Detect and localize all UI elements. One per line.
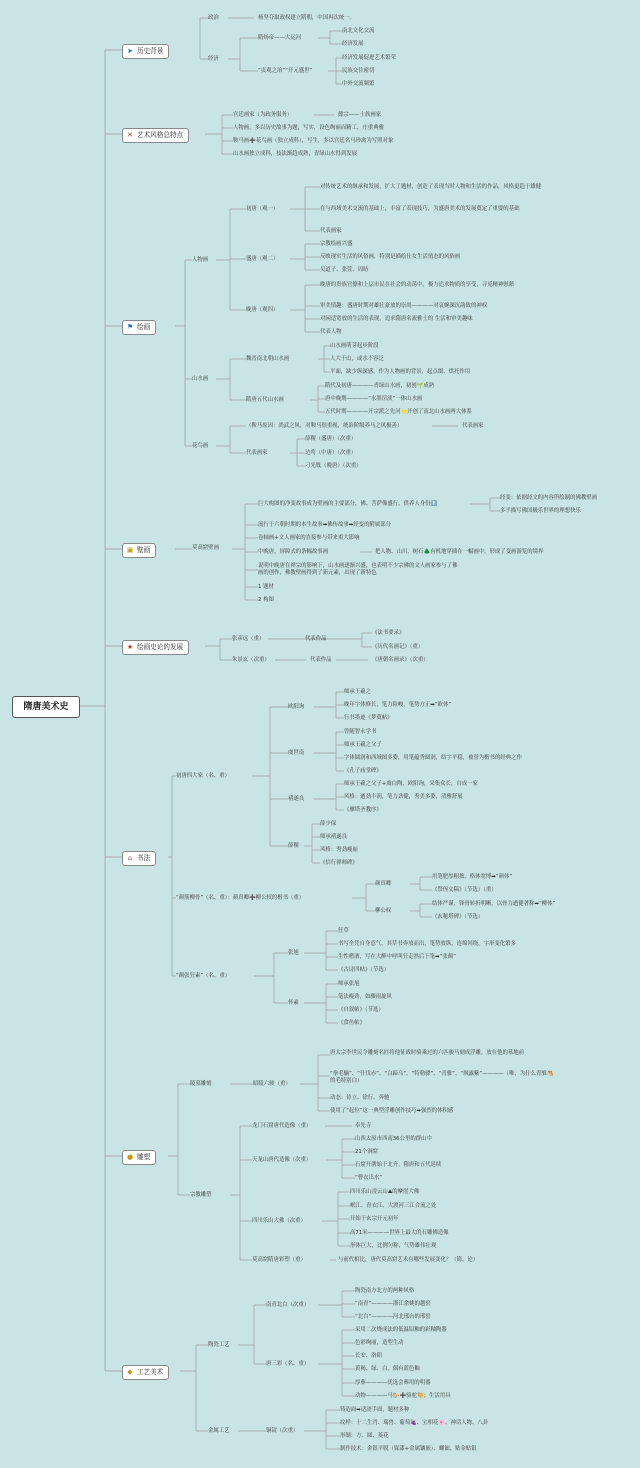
mindmap-node: 晚年字体修长，笔力险峻，笔势方正➡“欧体” [344, 702, 452, 708]
category-painting: ⚑ 绘画 [122, 320, 156, 335]
category-sculpture: ● 雕塑 [122, 1150, 156, 1165]
mindmap-node: 字体圆润和西域图多姿，用笔蕴秀圆润，结字平稳，被誉为楷书的经典之作 [344, 755, 522, 761]
mindmap-node: 隋唐五代山水画 [246, 397, 284, 403]
mindmap-node: 鞍马画➕花鸟画（独立成科），写生，多以宫廷名马珍禽为写照对象 [233, 138, 394, 144]
home-icon: ⌂ [127, 854, 133, 862]
mindmap-node: 铸造面➡适浇手面，题材多种 [340, 1407, 410, 1413]
mindmap-node: 山西太原市西南36公里的群山中 [355, 1136, 432, 1142]
mindmap-node: 初唐（观一） [246, 206, 279, 212]
category-history: ➤ 历史背景 [122, 44, 169, 59]
mindmap-node: 薛稷（盛唐）（次重） [305, 436, 357, 442]
mindmap-node: 动态：侍立、徐行、奔驰 [330, 1095, 390, 1101]
mindmap-node: 生性嗜酒，写在大醉中呼叫狂走然后下笔➡“张颠” [338, 954, 456, 960]
category-style: ✕ 艺术风格总特点 [122, 128, 189, 143]
mindmap-node: 高71米————世界上最大的石雕佛造像 [350, 1230, 449, 1236]
mindmap-node: 使用了“起位”这一典型浮雕创作技巧➡强烈的体积感 [330, 1108, 454, 1114]
mindmap-node: 隋炀帝——大运河 [258, 35, 302, 41]
mindmap-node: 形体巨大，比例匀称，气势雄伟壮观 [350, 1243, 437, 1249]
mindmap-node: 陶瓷工艺 [208, 1342, 230, 1348]
mindmap-node: 懿宗——士族画家 [338, 112, 382, 118]
gift-icon: ▣ [126, 546, 134, 554]
mindmap-node: 龙门石窟唐代造像（重） [252, 1123, 312, 1129]
mindmap-node: 四川乐山凌云山⛰的摩崖大佛 [350, 1189, 420, 1195]
mindmap-node: 平面，缺少纵深感，作为人物画的背景，起点缀、烘托作用 [330, 369, 471, 375]
mindmap-node: 形制：方、圆、菱花 [340, 1433, 389, 1439]
mindmap-node: 盛唐（观二） [246, 256, 279, 262]
star-icon: ★ [126, 643, 134, 651]
tools-icon: ✕ [127, 131, 133, 139]
mindmap-node: 虞世南 [288, 750, 305, 756]
mindmap-node: 师承王羲之父子 [344, 742, 382, 748]
mindmap-node: 代表画家 [462, 423, 484, 429]
mindmap-node: 昭陵六骏（重） [253, 1081, 291, 1087]
mindmap-node: 色彩绚丽，造型生动 [355, 1340, 404, 1346]
mindmap-node: 《雁塔圣教序》 [344, 807, 382, 813]
flag-icon: ⚑ [126, 323, 134, 331]
mindmap-node: 师承褚遂良 [320, 834, 347, 840]
mindmap-node: 石窟开凿始于北齐，隋唐和五代延续 [355, 1162, 442, 1168]
mindmap-node: 山水画 [192, 376, 209, 382]
mindmap-node: 制作技术：金银平脱（髹漆+金属镶嵌）、螺钿、贴金贴银 [340, 1446, 477, 1452]
mindmap-node: 朱景玄（次重） [232, 657, 270, 663]
mindmap-node: 刁光胤（晚唐）（次重） [305, 463, 362, 469]
mindmap-node: 师承王羲之父子+虞白陶，欧阳询，采集众长，自成一家 [344, 781, 478, 787]
mindmap-node: 莫高窟隋唐彩塑（重） [252, 1257, 306, 1263]
mindmap-node: 代表画家 [246, 450, 268, 456]
mindmap-node: 师承王羲之 [344, 689, 371, 695]
mindmap-node: 经济发展 [342, 41, 364, 47]
mindmap-node: 奉先寺 [355, 1123, 372, 1129]
mindmap-node: 金属工艺 [208, 1428, 230, 1434]
mindmap-node: 对闲适宽放的生活的表现，追求隋唐名流雅士的 生活和审美趣味 [320, 316, 473, 322]
mindmap-node: “颜筋柳骨”（名、重）：颜真卿➕柳公权的楷书（重） [176, 895, 305, 901]
mindmap-node: 薛稷 [288, 843, 299, 849]
mindmap-node: 陵墓雕刻 [190, 1081, 212, 1087]
mindmap-node: 代表画家 [320, 228, 342, 234]
mindmap-node: 《唐朝名画录》（次重） [372, 657, 429, 663]
mindmap-node: 代表作品 [305, 636, 327, 642]
category-crafts: ◆ 工艺美术 [122, 1365, 169, 1380]
mindmap-node: 纹样：十二生肖、瑞兽、葡萄🍇、宝相花🌸、神话人物、八卦 [340, 1420, 489, 1426]
mindmap-node: 流行于六朝时期的本生故事➡佛传故事➡经变的附属部分 [258, 522, 392, 528]
mindmap-node: 师承张旭 [338, 981, 360, 987]
mindmap-node: 唐中晚期————“水墨渲淡”一体山水画 [325, 396, 423, 402]
mindmap-node: 《祭侄文稿》（节选）（重） [432, 887, 497, 893]
mindmap-node: 与前代相比，唐代莫高窟艺术有哪些发展变化？（简、论） [338, 1257, 479, 1263]
mindmap-node: 民族交往密切 [342, 68, 375, 74]
mindmap-node: 在与西域美术交流的基础上，丰富了表现技巧，为盛唐美术的发展奠定了重要的基础 [320, 206, 520, 212]
mindmap-node: 边鸾（中唐）（次重） [305, 450, 357, 456]
mindmap-node: 风格：遒劲丰润，笔力劲健，秀美多姿，清雅舒展 [344, 794, 463, 800]
mindmap-node: 张彦远（重） [232, 636, 265, 642]
mindmap-node: 吴道子、张萱、周昉 [320, 267, 369, 273]
mindmap-node: “曹衣出水” [355, 1175, 383, 1181]
mindmap-node: 经济 [208, 56, 219, 62]
mindmap-node: 柳公权 [375, 908, 392, 914]
mindmap-node: 唐太宗李世民令雕刻名匠将他征战时骑乘过的六匹骏马刻成浮雕，放在他的墓地前 [330, 1050, 525, 1056]
mindmap-node: 反映现实生活的风俗画，特别是描绘仕女生活情态的风俗画 [320, 254, 461, 260]
mindmap-node: 杨坚夺取政权建立隋朝，中国再次统一。 [258, 15, 356, 21]
mindmap-node: 结体严谨，锋骨转折明晰，以骨力遒健著称➡“柳体” [432, 901, 556, 907]
mindmap-node: 笔法瘦劲，如骤雨旋风 [338, 994, 392, 1000]
mindmap-node: 中外交流频繁 [342, 81, 375, 87]
mindmap-node: 四川乐山大佛（次重） [252, 1218, 306, 1224]
mindmap-node: 《食鱼帖》 [338, 1020, 365, 1026]
mindmap-node: 天龙山唐代造像（次重） [252, 1157, 312, 1163]
mindmap-node: 中晚唐，屏障式的条幅故事画 [258, 549, 329, 555]
mindmap-node: 对传统艺术的继承和发展，扩大了题材，创造了表现当时人物和生活的作品，风格更趋于雄健 [320, 184, 542, 190]
diamond-icon: ◆ [127, 1368, 133, 1376]
mindmap-node: 张旭 [288, 950, 299, 956]
mindmap-node: 《玄秘塔碑》（节选） [432, 914, 484, 920]
mindmap-node: 1 题材 [258, 584, 274, 590]
mindmap-node: 宗教雕塑 [190, 1192, 212, 1198]
mindmap-node: 宫廷画家（为政务服务） [233, 112, 293, 118]
mindmap-node: “北白”————河北邢台的邢窑 [355, 1314, 431, 1320]
mindmap-node: 欧阳询 [288, 704, 305, 710]
mindmap-node: 陶瓷南方北方的两种风格 [355, 1288, 415, 1294]
mindmap-node: 开始于玄宗开元初年 [350, 1216, 399, 1222]
mindmap-node: 南北文化交流 [342, 28, 375, 34]
mindmap-node: 颜真卿 [375, 881, 392, 887]
mindmap-node: 动物————马🐎➕骆驼🐫；生活用具 [355, 1393, 451, 1399]
mindmap-node: 五代时期————开宗派之先河🌟开创了南北山水画两大体系 [325, 409, 472, 415]
mindmap-node: 采用二次烧成法的低温铅釉的彩釉陶器 [355, 1327, 447, 1333]
mindmap-node: 《历代名画记》（重） [372, 644, 424, 650]
mindmap-node: 厚葬————优选会葬用的明器 [355, 1380, 431, 1386]
mindmap-node: “拳毛騧”、“什伐赤”、“白蹄乌”、“特勒骠”、“青骓”、“飒露紫”————（唯，为什么青骓🐴的毛特别白） [330, 1071, 554, 1084]
mindmap-node: 隋代及初唐————青绿山水画，初创🌱成熟 [325, 383, 435, 389]
mindmap-node: （鞍马原因：尚武之风，对鞍马很重视，统治阶级养马之风极善） [246, 423, 403, 429]
mindmap-node: 卷轴画+文人画家的直接参与带来重大影响 [258, 535, 360, 541]
mindmap-node: 曾随智永学书 [344, 729, 377, 735]
mindmap-node: “贞观之治”“开元盛世” [258, 68, 313, 74]
mindmap-node: 初唐四大家（名、重） [176, 773, 230, 779]
mindmap-node: 魏晋南北朝山水画 [246, 356, 290, 362]
category-murals: ▣ 壁画 [122, 543, 156, 558]
mindmap-node: 说明中晚唐在禅宗的影响下，山水画逐渐兴盛，也表明不少宗佛的文人画家参与了佛画的创作，佛教壁画得到了新元素，出现了新特色 [258, 563, 458, 576]
mindmap-node: 人物画 [192, 257, 209, 263]
paper-plane-icon: ➤ [127, 47, 133, 55]
mindmap-node: 《信行禅师碑》 [320, 860, 358, 866]
mindmap-node: 怀素 [288, 1000, 299, 1006]
mindmap-node: 代表人物 [320, 329, 342, 335]
mindmap-node: 风格：秀劲瘦丽 [320, 847, 358, 853]
mindmap-node: 唐三彩（名、重） [266, 1361, 310, 1367]
mindmap-node: 《自叙帖》（节选） [338, 1007, 384, 1013]
mindmap-node: 岷江、青衣江、大渡河三江合流之处 [350, 1203, 437, 1209]
mindmap-node: 黄褐、绿、白，偶有蓝色釉 [355, 1366, 420, 1372]
mindmap-node: 铜镜（次重） [266, 1428, 299, 1434]
mindmap-node: 代表作品 [310, 657, 332, 663]
mindmap-node: 薛少保 [320, 821, 337, 827]
mindmap-node: 《古诗四帖》（节选） [338, 967, 390, 973]
mindmap-node: 狂草 [338, 928, 349, 934]
mindmap-node: 把人物、山川、树石🌲有机地穿插在一幅画中，形成了变画游览的境界 [375, 549, 544, 555]
mindmap-node: 经济发展促进艺术繁荣 [342, 55, 396, 61]
mindmap-node: 人物画，多以历史故事为题，写实，设色绚丽而精工，庄重典雅 [233, 125, 384, 131]
mindmap-node: 人大于山，或水不容泛 [330, 356, 384, 362]
mindmap-node: 宗教绘画兴盛 [320, 241, 353, 247]
category-calligraphy: ⌂ 书法 [122, 851, 156, 866]
mindmap-node: 长安、洛阳 [355, 1353, 382, 1359]
category-theory: ★ 绘画史论的发展 [122, 640, 189, 655]
mindmap-node: 经变：依据经文的内容所绘制的佛教壁画 [500, 495, 598, 501]
mindmap-node: 多半描写佛国极乐世界的理想快乐 [500, 508, 581, 514]
mindmap-node: “颠张狂素”（名、重） [176, 973, 231, 979]
mindmap-node: 2 构图 [258, 597, 274, 603]
mindmap-node: 书写全凭自身意气，其草书奔放而出，笔势放纵，连绵回绕，字形变化繁多 [338, 941, 516, 947]
mindmap-node: 山水画萌芽起步阶段 [330, 343, 379, 349]
mindmap-node: 花鸟画 [192, 443, 209, 449]
mindmap-node: 《孔子庙堂碑》 [344, 768, 382, 774]
mindmap-node: 政治 [208, 15, 219, 21]
mindmap-node: 晚唐（观四） [246, 307, 279, 313]
mindmap-node: 山水画独立成科，技法渐趋成熟，青绿山水得到发展 [233, 151, 357, 157]
mindmap-node: 审美情趣：盛唐时期对雄壮豪放的崇尚————对哀婉深沉韵致的神权 [320, 303, 488, 309]
mindmap-node: 21个洞窟 [355, 1149, 379, 1155]
root-node: 隋唐美术史 [12, 696, 80, 718]
mindmap-node: 褚遂良 [288, 796, 305, 802]
mindmap-node: 晚唐的贵族官僚和上层市民在社会的动荡中，极力追求物质的享受，寻觅精神慰藉 [320, 282, 515, 288]
mindmap-node: “南青”————浙江余姚的越窑 [355, 1301, 431, 1307]
mindmap-node: 用笔肥厚粗拙、格体宽博➡“颜体” [432, 874, 513, 880]
lightbulb-icon: ● [126, 1153, 134, 1161]
mindmap-node: 莫高窟壁画 [192, 545, 219, 551]
mindmap-node: 巨大构图的净变故事成为壁画的主要部分，佛、菩萨像盛行，供养人身份⬆️ [258, 501, 438, 507]
mindmap-node: 南青北白（次重） [266, 1302, 310, 1308]
mindmap-node: 《法书要录》 [372, 630, 405, 636]
mindmap-node: 行书墨迹《梦奠帖》 [344, 715, 393, 721]
